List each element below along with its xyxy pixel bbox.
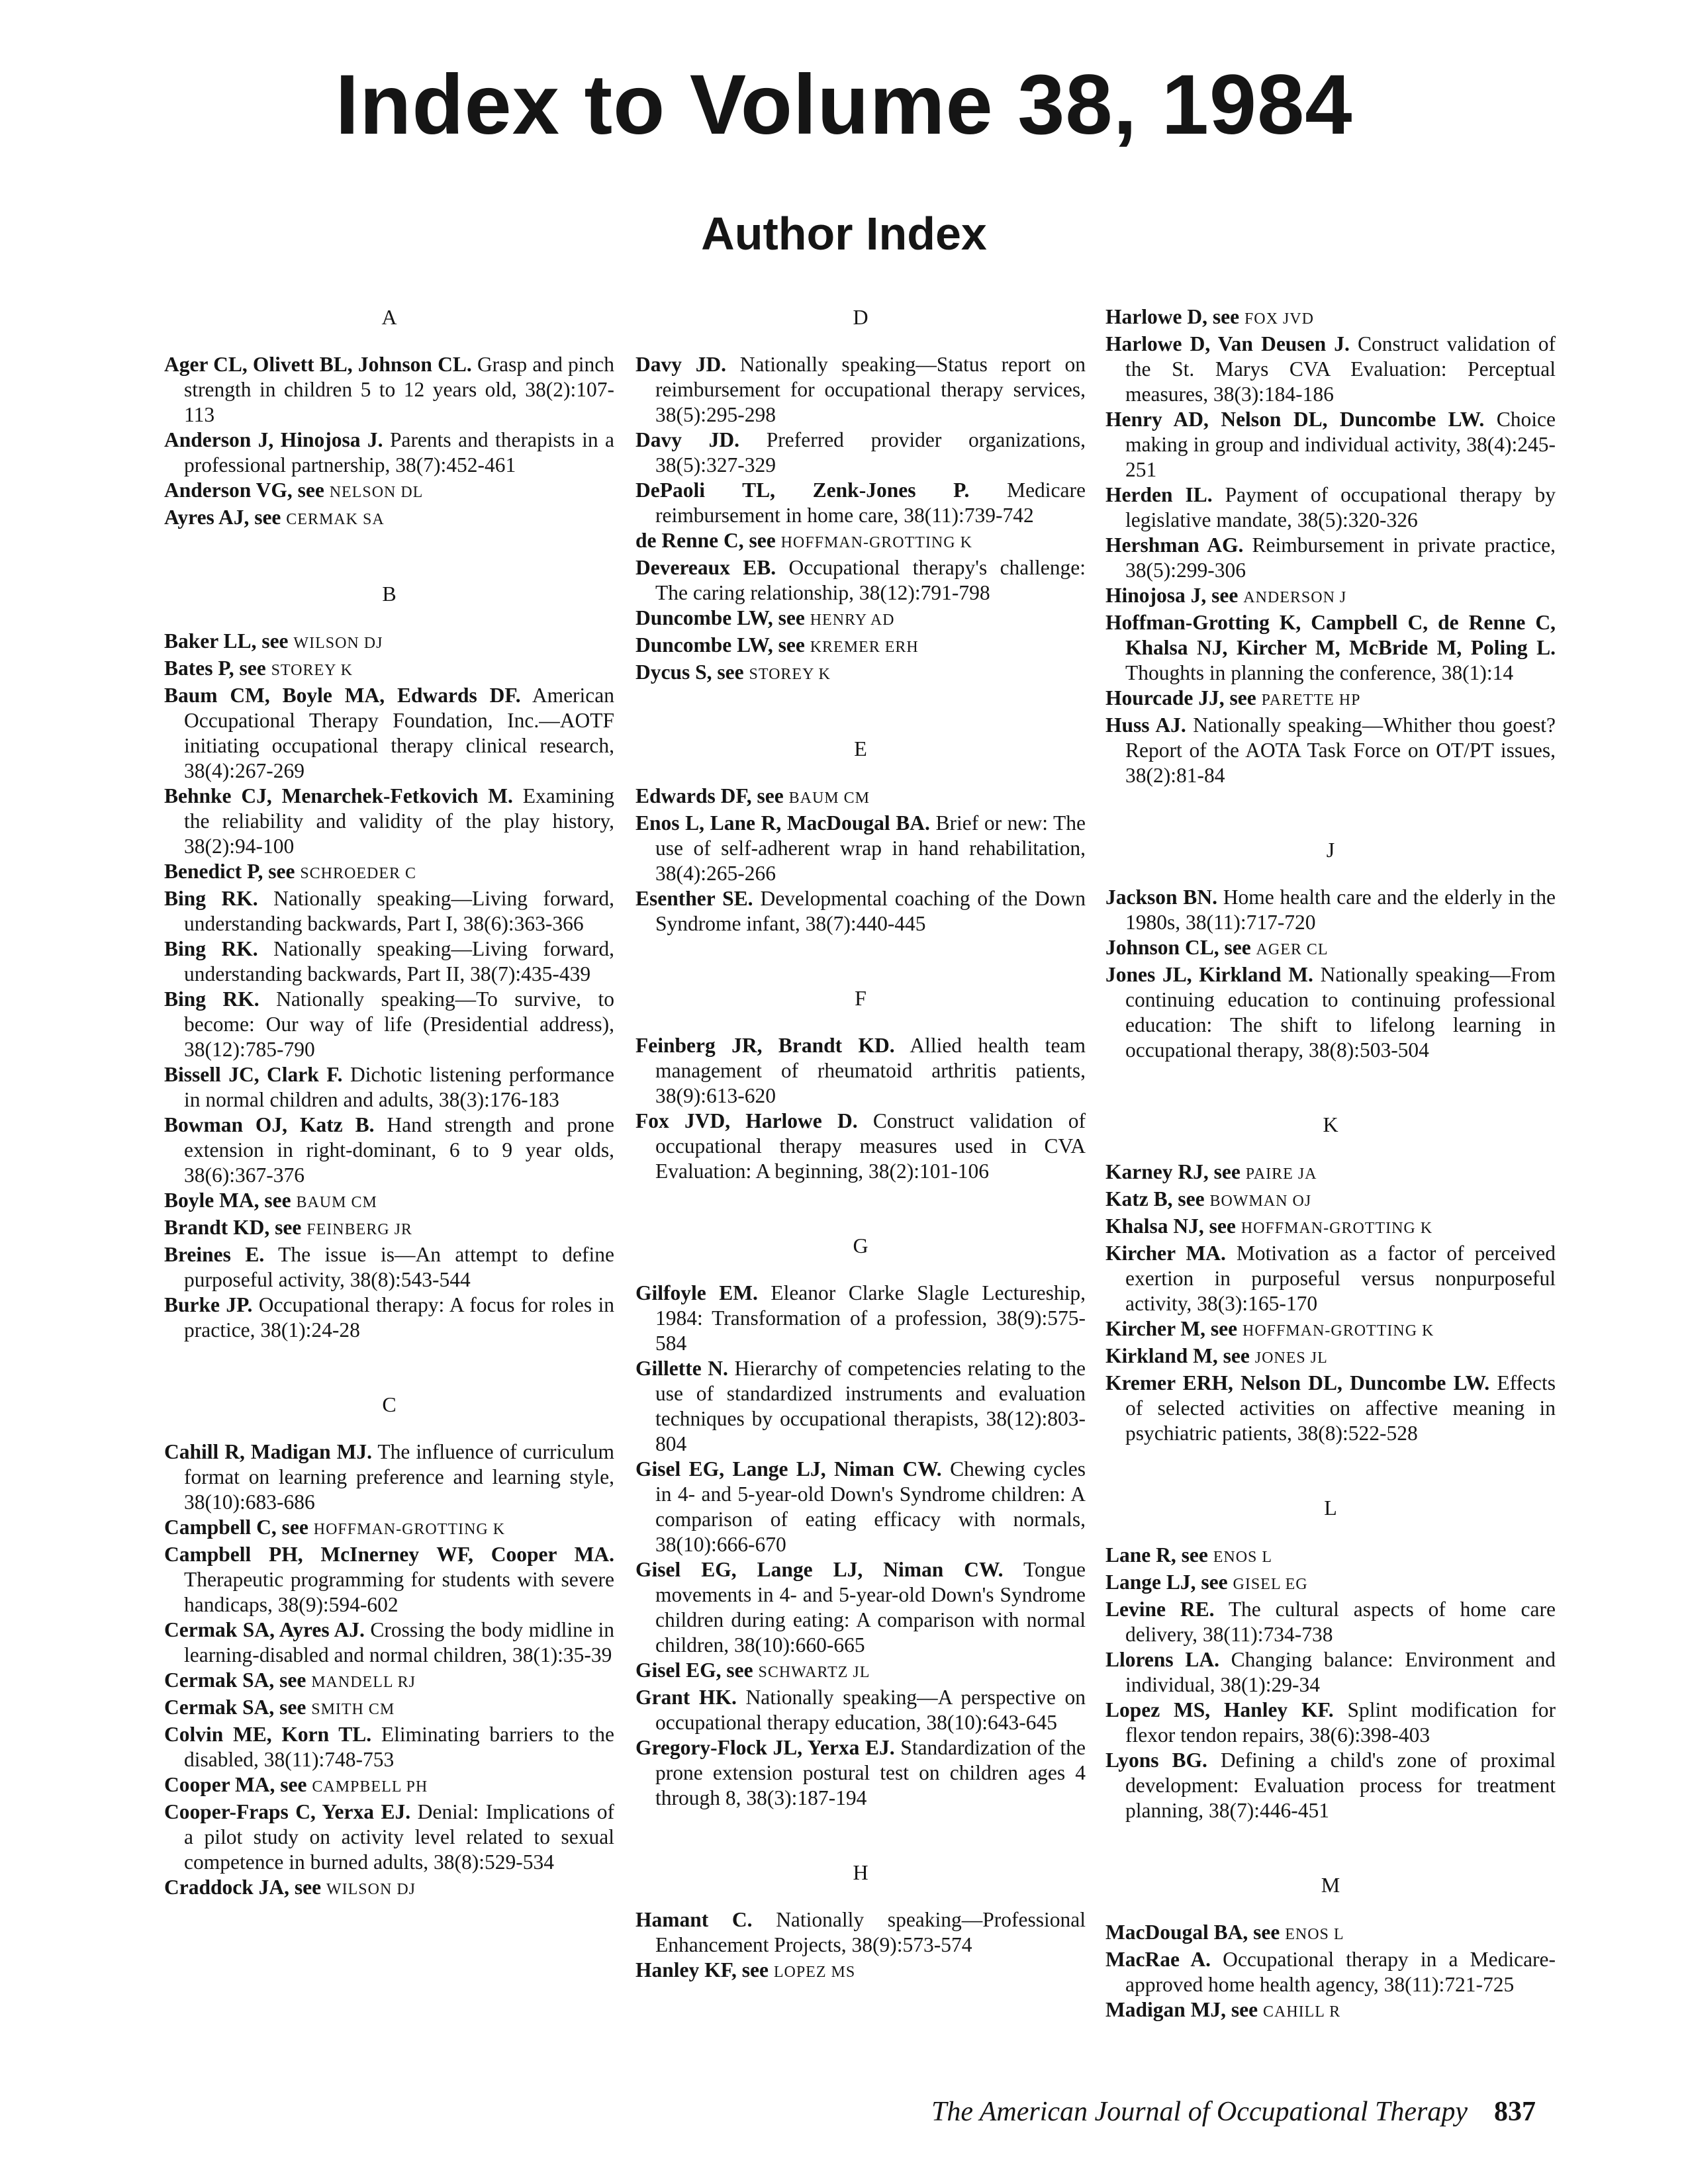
entry-authors: Duncombe LW, see <box>635 633 805 657</box>
index-entry <box>164 1242 614 1293</box>
entry-article: Eliminating barriers to the disabled, 38(11):748-753 <box>184 1723 614 1771</box>
index-entry <box>164 1772 614 1799</box>
entry-authors: Cooper MA, see <box>164 1773 307 1796</box>
index-section <box>1105 304 1556 788</box>
entry-article: Nationally speaking—From continuing education to continuing professional education: The shift to lifelong learning in occupational therapy, 38(8):503-504 <box>1125 963 1556 1062</box>
index-entry <box>1105 962 1556 1063</box>
entry-article: Changing balance: Environment and individual, 38(1):29-34 <box>1125 1648 1556 1696</box>
index-entry <box>1105 1647 1556 1698</box>
entry-article: Nationally speaking—Living forward, understanding backwards, Part II, 38(7):435-439 <box>184 937 615 985</box>
index-column-3 <box>1105 304 1556 2073</box>
index-entry <box>164 1062 614 1113</box>
entry-authors: Hanley KF, see <box>635 1958 769 1981</box>
entry-cross-reference: LOPEZ MS <box>773 1964 856 1981</box>
entry-article: Tongue movements in 4- and 5-year-old Down's Syndrome children during eating: A comparison with normal children, 38(10):660-665 <box>655 1558 1086 1657</box>
entry-authors: Bing RK. <box>164 887 258 910</box>
index-entry <box>164 1215 614 1242</box>
entry-authors: Katz B, see <box>1105 1187 1205 1210</box>
entry-article: Occupational therapy: A focus for roles in practice, 38(1):24-28 <box>184 1293 615 1342</box>
entry-article: Defining a child's zone of proximal development: Evaluation process for treatment planning, 38(7):446-451 <box>1125 1749 1556 1822</box>
index-entry <box>635 811 1086 886</box>
entry-cross-reference: BOWMAN OJ <box>1209 1193 1312 1210</box>
entry-cross-reference: HENRY AD <box>810 612 895 629</box>
index-entry <box>164 1439 614 1515</box>
entry-authors: Grant HK. <box>635 1686 737 1709</box>
index-section <box>164 1392 614 1902</box>
index-section <box>1105 1872 1556 2025</box>
entry-cross-reference: MANDELL RJ <box>311 1674 416 1691</box>
index-entry <box>1105 1160 1556 1187</box>
entry-authors: Huss AJ. <box>1105 713 1186 737</box>
entry-cross-reference: BAUM CM <box>788 790 870 807</box>
entry-article: Crossing the body midline in learning-disabled and normal children, 38(1):35-39 <box>184 1618 614 1666</box>
letter-heading: E <box>854 737 867 760</box>
entry-authors: Hourcade JJ, see <box>1105 686 1256 709</box>
entry-article: Standardization of the prone extension postural test on children ages 4 through 8, 38(3):187-194 <box>655 1736 1086 1809</box>
index-entry <box>1105 1214 1556 1241</box>
index-entry <box>635 428 1086 478</box>
letter-heading: F <box>855 986 867 1010</box>
index-entry <box>1105 1947 1556 1997</box>
index-section <box>164 304 614 532</box>
index-entry <box>635 528 1086 555</box>
entry-authors: Boyle MA, see <box>164 1189 291 1212</box>
entry-cross-reference: NELSON DL <box>329 484 424 501</box>
entry-authors: Bates P, see <box>164 657 266 680</box>
index-entry <box>1105 885 1556 935</box>
entry-authors: Gisel EG, Lange LJ, Niman CW. <box>635 1558 1004 1581</box>
entry-article: Allied health team management of rheumatoid arthritis patients, 38(9):613-620 <box>655 1034 1086 1107</box>
entry-authors: Cahill R, Madigan MJ. <box>164 1440 372 1463</box>
index-entry <box>164 478 614 505</box>
index-entry <box>635 1356 1086 1457</box>
index-entry <box>635 1907 1086 1958</box>
index-entry <box>164 1668 614 1695</box>
entry-article: Nationally speaking—To survive, to become: Our way of life (Presidential address), 38(12):785-790 <box>184 987 614 1061</box>
entry-authors: Brandt KD, see <box>164 1216 302 1239</box>
entry-authors: Jackson BN. <box>1105 886 1217 909</box>
entry-authors: Benedict P, see <box>164 860 295 883</box>
entry-article: Denial: Implications of a pilot study on activity level related to sexual competence in burned adults, 38(8):529-534 <box>184 1800 615 1874</box>
index-entry <box>635 1958 1086 1985</box>
index-entry <box>1105 610 1556 686</box>
index-entry <box>164 987 614 1062</box>
entry-authors: Bissell JC, Clark F. <box>164 1063 343 1086</box>
entry-article: Grasp and pinch strength in children 5 to 12 years old, 38(2):107-113 <box>184 353 614 426</box>
index-section <box>164 581 614 1343</box>
entry-authors: Levine RE. <box>1105 1598 1215 1621</box>
entry-authors: Johnson CL, see <box>1105 936 1251 959</box>
page-footer <box>861 2098 1536 2126</box>
entry-article: Nationally speaking—A perspective on occupational therapy education, 38(10):643-645 <box>655 1686 1086 1734</box>
index-entry <box>1105 1343 1556 1371</box>
index-entry <box>1105 1748 1556 1823</box>
index-entry <box>635 1557 1086 1658</box>
letter-heading: H <box>853 1860 868 1884</box>
entry-authors: Karney RJ, see <box>1105 1160 1241 1183</box>
entry-authors: MacRae A. <box>1105 1948 1211 1971</box>
index-entry <box>164 1542 614 1617</box>
entry-authors: Duncombe LW, see <box>635 606 805 629</box>
entry-authors: DePaoli TL, Zenk-Jones P. <box>635 478 970 502</box>
letter-heading: A <box>381 305 397 329</box>
index-entry <box>164 1188 614 1215</box>
entry-authors: Lane R, see <box>1105 1543 1208 1567</box>
page-title: Index to Volume 38, 1984 <box>335 58 1353 152</box>
entry-authors: Anderson J, Hinojosa J. <box>164 428 383 451</box>
entry-authors: Bowman OJ, Katz B. <box>164 1113 375 1136</box>
entry-article: Parents and therapists in a professional partnership, 38(7):452-461 <box>184 428 615 477</box>
index-entry <box>1105 1920 1556 1947</box>
entry-authors: Kremer ERH, Nelson DL, Duncombe LW. <box>1105 1371 1490 1394</box>
entry-authors: Davy JD. <box>635 353 727 376</box>
index-entry <box>1105 1371 1556 1446</box>
entry-authors: Madigan MJ, see <box>1105 1998 1258 2021</box>
index-entry <box>1105 1570 1556 1597</box>
entry-authors: Cermak SA, see <box>164 1668 306 1692</box>
index-entry <box>635 784 1086 811</box>
letter-heading: C <box>382 1392 397 1416</box>
entry-cross-reference: FOX JVD <box>1244 310 1314 328</box>
entry-authors: Cooper-Fraps C, Yerxa EJ. <box>164 1800 411 1823</box>
entry-authors: Fox JVD, Harlowe D. <box>635 1109 858 1132</box>
entry-article: Hierarchy of competencies relating to the use of standardized instruments and evaluation techniques by occupational therapists, 38(12):803-804 <box>655 1357 1086 1455</box>
entry-authors: Gregory-Flock JL, Yerxa EJ. <box>635 1736 895 1759</box>
entry-authors: Cermak SA, see <box>164 1696 306 1719</box>
entry-cross-reference: CERMAK SA <box>286 511 385 528</box>
entry-article: The cultural aspects of home care delivery, 38(11):734-738 <box>1125 1598 1556 1646</box>
index-entry <box>164 1722 614 1772</box>
index-entry <box>635 1109 1086 1184</box>
entry-authors: Harlowe D, see <box>1105 305 1240 328</box>
entry-authors: Kirkland M, see <box>1105 1344 1250 1367</box>
entry-cross-reference: FEINBERG JR <box>306 1221 412 1238</box>
index-entry <box>635 1685 1086 1735</box>
entry-authors: Lange LJ, see <box>1105 1570 1228 1594</box>
index-entry <box>1105 482 1556 533</box>
entry-article: Splint modification for flexor tendon repairs, 38(6):398-403 <box>1125 1698 1556 1747</box>
journal-name: The American Journal of Occupational Therapy <box>931 2097 1468 2127</box>
entry-cross-reference: PAIRE JA <box>1245 1165 1317 1183</box>
entry-authors: Henry AD, Nelson DL, Duncombe LW. <box>1105 408 1485 431</box>
index-entry <box>164 1617 614 1668</box>
entry-article: Effects of selected activities on affective meaning in psychiatric patients, 38(8):522-528 <box>1125 1371 1556 1445</box>
letter-heading: K <box>1323 1113 1338 1136</box>
entry-authors: Ayres AJ, see <box>164 506 281 529</box>
entry-article: Choice making in group and individual activity, 38(4):245-251 <box>1125 408 1556 481</box>
entry-cross-reference: CAHILL R <box>1262 2003 1341 2021</box>
index-entry <box>164 784 614 859</box>
index-entry <box>1105 1241 1556 1316</box>
entry-authors: Gillette N. <box>635 1357 728 1380</box>
entry-authors: Ager CL, Olivett BL, Johnson CL. <box>164 353 472 376</box>
entry-cross-reference: CAMPBELL PH <box>312 1778 428 1796</box>
index-entry <box>1105 1698 1556 1748</box>
entry-article: Nationally speaking—Whither thou goest? Report of the AOTA Task Force on OT/PT issues, 38(2):81-84 <box>1125 713 1556 787</box>
entry-authors: Hinojosa J, see <box>1105 584 1239 607</box>
entry-authors: Kircher M, see <box>1105 1317 1238 1340</box>
entry-authors: Hershman AG. <box>1105 533 1244 557</box>
entry-authors: Feinberg JR, Brandt KD. <box>635 1034 895 1057</box>
index-section <box>1105 837 1556 1063</box>
index-section <box>635 736 1086 936</box>
entry-authors: Breines E. <box>164 1243 265 1266</box>
index-entry <box>164 683 614 784</box>
letter-heading: D <box>853 305 868 329</box>
letter-heading: B <box>382 582 397 606</box>
index-entry <box>164 505 614 532</box>
index-entry <box>635 1457 1086 1557</box>
entry-cross-reference: PARETTE HP <box>1261 692 1361 709</box>
entry-authors: Devereaux EB. <box>635 556 776 579</box>
index-entry <box>635 1735 1086 1811</box>
index-entry <box>635 633 1086 660</box>
entry-authors: Colvin ME, Korn TL. <box>164 1723 372 1746</box>
entry-cross-reference: STOREY K <box>271 662 353 679</box>
entry-article: Occupational therapy's challenge: The caring relationship, 38(12):791-798 <box>655 556 1086 604</box>
index-section <box>635 1233 1086 1811</box>
index-entry <box>164 859 614 886</box>
entry-article: Brief or new: The use of self-adherent wrap in hand rehabilitation, 38(4):265-266 <box>655 811 1086 885</box>
index-entry <box>635 1033 1086 1109</box>
entry-article: Therapeutic programming for students with severe handicaps, 38(9):594-602 <box>184 1568 614 1616</box>
index-entry <box>635 555 1086 606</box>
entry-authors: Harlowe D, Van Deusen J. <box>1105 332 1350 355</box>
entry-authors: Esenther SE. <box>635 887 753 910</box>
entry-authors: Craddock JA, see <box>164 1876 322 1899</box>
index-entry <box>1105 1187 1556 1214</box>
entry-article: Eleanor Clarke Slagle Lectureship, 1984: Transformation of a profession, 38(9):575-584 <box>655 1281 1086 1355</box>
index-entry <box>164 1113 614 1188</box>
index-entry <box>1105 533 1556 583</box>
entry-authors: Gisel EG, Lange LJ, Niman CW. <box>635 1457 942 1480</box>
entry-authors: Campbell PH, McInerney WF, Cooper MA. <box>164 1543 614 1566</box>
index-entry <box>1105 713 1556 788</box>
entry-authors: Gilfoyle EM. <box>635 1281 758 1304</box>
entry-article: Construct validation of occupational therapy measures used in CVA Evaluation: A beginning, 38(2):101-106 <box>655 1109 1086 1183</box>
entry-cross-reference: WILSON DJ <box>293 635 383 652</box>
index-entry <box>164 352 614 428</box>
index-entry <box>1105 1997 1556 2025</box>
entry-authors: Gisel EG, see <box>635 1659 753 1682</box>
letter-heading: J <box>1326 838 1335 862</box>
index-entry <box>164 1695 614 1722</box>
entry-article: Occupational therapy in a Medicare-approved home health agency, 38(11):721-725 <box>1125 1948 1556 1996</box>
entry-authors: Behnke CJ, Menarchek-Fetkovich M. <box>164 784 513 807</box>
index-entry <box>164 629 614 656</box>
index-entry <box>635 478 1086 528</box>
entry-cross-reference: BAUM CM <box>296 1194 377 1211</box>
index-entry <box>164 1799 614 1875</box>
index-entry <box>164 1293 614 1343</box>
index-entry <box>164 656 614 683</box>
index-section <box>1105 1112 1556 1446</box>
entry-article: Dichotic listening performance in normal children and adults, 38(3):176-183 <box>184 1063 614 1111</box>
index-entry <box>635 352 1086 428</box>
entry-authors: Jones JL, Kirkland M. <box>1105 963 1313 986</box>
entry-article: Payment of occupational therapy by legislative mandate, 38(5):320-326 <box>1125 483 1556 531</box>
entry-article: Home health care and the elderly in the 1980s, 38(11):717-720 <box>1125 886 1556 934</box>
entry-authors: Cermak SA, Ayres AJ. <box>164 1618 365 1641</box>
entry-article: Developmental coaching of the Down Syndrome infant, 38(7):440-445 <box>655 887 1086 935</box>
entry-cross-reference: SMITH CM <box>311 1701 395 1718</box>
entry-article: Nationally speaking—Living forward, understanding backwards, Part I, 38(6):363-366 <box>184 887 615 935</box>
entry-article: Nationally speaking—Status report on reimbursement for occupational therapy services, 38(5):295-298 <box>655 353 1086 426</box>
entry-article: Examining the reliability and validity of the play history, 38(2):94-100 <box>184 784 615 858</box>
entry-cross-reference: ENOS L <box>1213 1549 1273 1566</box>
entry-cross-reference: WILSON DJ <box>326 1881 416 1898</box>
entry-article: Chewing cycles in 4- and 5-year-old Down's Syndrome children: A comparison of eating efficacy with normals, 38(10):666-670 <box>655 1457 1086 1556</box>
index-entry <box>1105 407 1556 482</box>
entry-article: Medicare reimbursement in home care, 38(11):739-742 <box>655 478 1086 527</box>
index-entry <box>164 936 614 987</box>
index-entry <box>164 1515 614 1542</box>
index-entry <box>1105 332 1556 407</box>
index-entry <box>635 1281 1086 1356</box>
index-entry <box>635 660 1086 687</box>
entry-cross-reference: JONES JL <box>1254 1349 1328 1367</box>
entry-authors: Lyons BG. <box>1105 1749 1207 1772</box>
entry-authors: Herden IL. <box>1105 483 1213 506</box>
entry-cross-reference: HOFFMAN-GROTTING K <box>780 534 972 551</box>
page-number: 837 <box>1494 2097 1536 2127</box>
index-column-2 <box>635 304 1086 2034</box>
entry-cross-reference: SCHWARTZ JL <box>758 1664 870 1681</box>
index-entry <box>635 886 1086 936</box>
entry-authors: Khalsa NJ, see <box>1105 1214 1236 1238</box>
index-entry <box>1105 686 1556 713</box>
entry-cross-reference: SCHROEDER C <box>300 865 417 882</box>
entry-authors: Bing RK. <box>164 987 259 1011</box>
entry-authors: Bing RK. <box>164 937 258 960</box>
index-section <box>1105 1495 1556 1823</box>
entry-cross-reference: STOREY K <box>749 666 831 683</box>
entry-cross-reference: GISEL EG <box>1233 1576 1308 1593</box>
index-entry <box>1105 1543 1556 1570</box>
entry-article: Nationally speaking—Professional Enhancement Projects, 38(9):573-574 <box>655 1908 1086 1956</box>
index-entry <box>164 886 614 936</box>
index-entry <box>1105 1316 1556 1343</box>
index-heading: Author Index <box>701 208 987 259</box>
letter-heading: L <box>1324 1496 1337 1520</box>
entry-cross-reference: KREMER ERH <box>810 639 919 656</box>
entry-cross-reference: HOFFMAN-GROTTING K <box>1243 1322 1434 1340</box>
index-entry <box>164 428 614 478</box>
entry-article: American Occupational Therapy Foundation, Inc.—AOTF initiating occupational therapy clinical research, 38(4):267-269 <box>184 684 615 782</box>
index-entry <box>1105 935 1556 962</box>
entry-cross-reference: ANDERSON J <box>1243 589 1347 606</box>
index-entry <box>635 1658 1086 1685</box>
entry-authors: Enos L, Lane R, MacDougal BA. <box>635 811 930 835</box>
entry-authors: Kircher MA. <box>1105 1242 1226 1265</box>
entry-authors: Edwards DF, see <box>635 784 784 807</box>
entry-authors: Davy JD. <box>635 428 740 451</box>
entry-article: Preferred provider organizations, 38(5):327-329 <box>655 428 1086 477</box>
entry-authors: Llorens LA. <box>1105 1648 1219 1671</box>
entry-authors: Hamant C. <box>635 1908 753 1931</box>
entry-authors: Burke JP. <box>164 1293 253 1316</box>
entry-article: The issue is—An attempt to define purposeful activity, 38(8):543-544 <box>184 1243 614 1291</box>
index-entry <box>164 1875 614 1902</box>
entry-authors: MacDougal BA, see <box>1105 1921 1280 1944</box>
entry-article: Reimbursement in private practice, 38(5):299-306 <box>1125 533 1556 582</box>
index-entry <box>635 606 1086 633</box>
entry-article: Construct validation of the St. Marys CVA Evaluation: Perceptual measures, 38(3):184-186 <box>1125 332 1556 406</box>
index-section <box>635 1860 1086 1985</box>
index-entry <box>1105 1597 1556 1647</box>
entry-article: Motivation as a factor of perceived exertion in purposeful versus nonpurposeful activity, 38(3):165-170 <box>1125 1242 1556 1315</box>
entry-authors: Anderson VG, see <box>164 478 324 502</box>
entry-article: The influence of curriculum format on learning preference and learning style, 38(10):683-686 <box>184 1440 614 1514</box>
entry-authors: Lopez MS, Hanley KF. <box>1105 1698 1334 1721</box>
entry-cross-reference: HOFFMAN-GROTTING K <box>313 1521 506 1538</box>
letter-heading: G <box>853 1234 868 1257</box>
entry-authors: Baum CM, Boyle MA, Edwards DF. <box>164 684 521 707</box>
index-column-1 <box>164 304 614 1951</box>
entry-authors: Dycus S, see <box>635 660 744 684</box>
entry-cross-reference: AGER CL <box>1256 941 1329 958</box>
entry-authors: Baker LL, see <box>164 629 289 653</box>
entry-authors: Hoffman-Grotting K, Campbell C, de Renne C, Khalsa NJ, Kircher M, McBride M, Poling L. <box>1105 611 1556 659</box>
entry-article: Thoughts in planning the conference, 38(1):14 <box>1125 661 1514 684</box>
entry-cross-reference: ENOS L <box>1285 1926 1344 1943</box>
index-section <box>635 304 1086 687</box>
index-entry <box>1105 304 1556 332</box>
letter-heading: M <box>1321 1873 1340 1897</box>
index-section <box>635 985 1086 1184</box>
entry-authors: de Renne C, see <box>635 529 776 552</box>
index-entry <box>1105 583 1556 610</box>
entry-article: Hand strength and prone extension in right-dominant, 6 to 9 year olds, 38(6):367-376 <box>184 1113 614 1187</box>
entry-cross-reference: HOFFMAN-GROTTING K <box>1241 1220 1433 1237</box>
entry-authors: Campbell C, see <box>164 1516 308 1539</box>
